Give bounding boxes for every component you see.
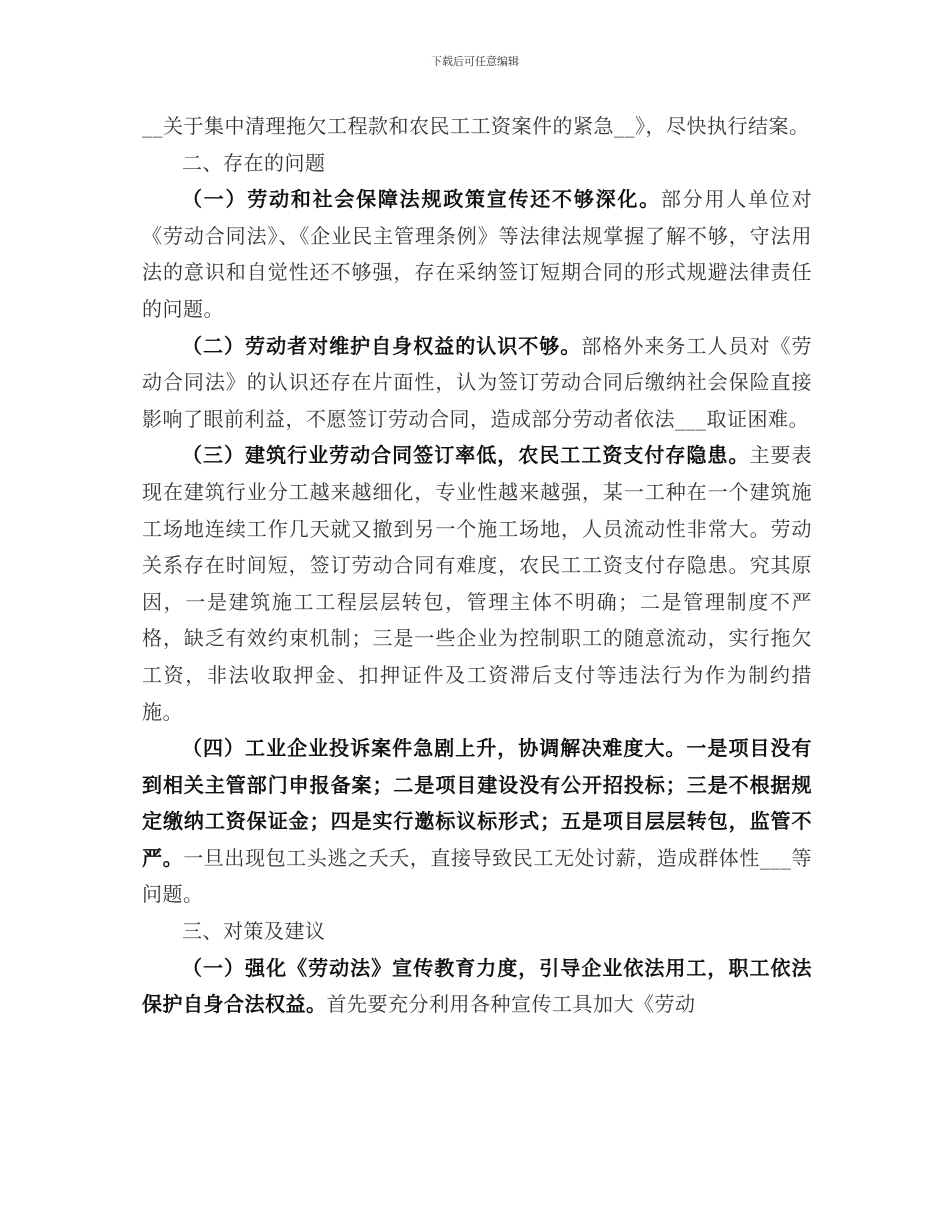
paragraph-problem-2 xyxy=(142,328,812,438)
paragraph-continuation: __关于集中清理拖欠工程款和农民工工资案件的紧急__》，尽快执行结案。 xyxy=(142,114,810,138)
paragraph-text: 主要表现在建筑行业分工越来越细化，专业性越来越强，某一工种在一个建筑施工场地连续工作几天就又撤到另一个施工场地，人员流动性非常大。劳动关系存在时间短，签订劳动合同有难度，农民工工资支付存隐患。究其原因，一是建筑施工工程层层转包，管理主体不明确；二是管理制度不严格，缺乏有效约束机制；三是一些企业为控制职工的随意流动，实行拖欠工资，非法收取押金、扣押证件及工资滞后支付等违法行为作为制约措施。 xyxy=(142,443,813,724)
paragraph-text: 一旦出现包工头逃之夭夭，直接导致民工无处讨薪，造成群体性___等问题。 xyxy=(142,845,813,907)
paragraph-text: 部分用人单位对《劳动合同法》、《企业民主管理条例》等法律法规掌握了解不够，守法用法的意识和自觉性还不够强，存在采纳签订短期合同的形式规避法律责任的问题。 xyxy=(142,187,813,321)
section-heading-suggestions: 三、对策及建议 xyxy=(182,919,326,944)
document-body xyxy=(142,108,812,1023)
paragraph-problem-3 xyxy=(142,437,812,730)
section-heading-problems: 二、存在的问题 xyxy=(182,150,326,175)
paragraph-suggestion-1 xyxy=(142,950,812,1023)
paragraph-lead-bold: （一）强化《劳动法》宣传教育力度，引导企业依法用工，职工依法保护自身合法权益。 xyxy=(142,955,812,1017)
paragraph-text: 首先要充分利用各种宣传工具加大《劳动 xyxy=(326,992,696,1017)
paragraph-lead-bold: （一）劳动和社会保障法规政策宣传还不够深化。 xyxy=(182,187,661,212)
paragraph-problem-4 xyxy=(142,730,812,913)
paragraph-lead-bold: （二）劳动者对维护自身权益的认识不够。 xyxy=(182,333,582,358)
paragraph-lead-bold: （三）建筑行业劳动合同签订率低，农民工工资支付存隐患。 xyxy=(182,443,750,468)
page-header: 下载后可任意编辑 xyxy=(431,55,519,68)
paragraph-text: 部格外来务工人员对《劳动合同法》的认识还存在片面性，认为签订劳动合同后缴纳社会保险直接影响了眼前利益，不愿签订劳动合同，造成部分劳动者依法___取证困难。 xyxy=(142,333,813,431)
paragraph-problem-1 xyxy=(142,181,812,327)
paragraph-lead-bold: （四）工业企业投诉案件急剧上升，协调解决难度大。一是项目没有到相关主管部门申报备案；二是项目建设没有公开招投标；三是不根据规定缴纳工资保证金；四是实行邀标议标形式；五是项目层层转包，监管不严。 xyxy=(142,736,812,870)
